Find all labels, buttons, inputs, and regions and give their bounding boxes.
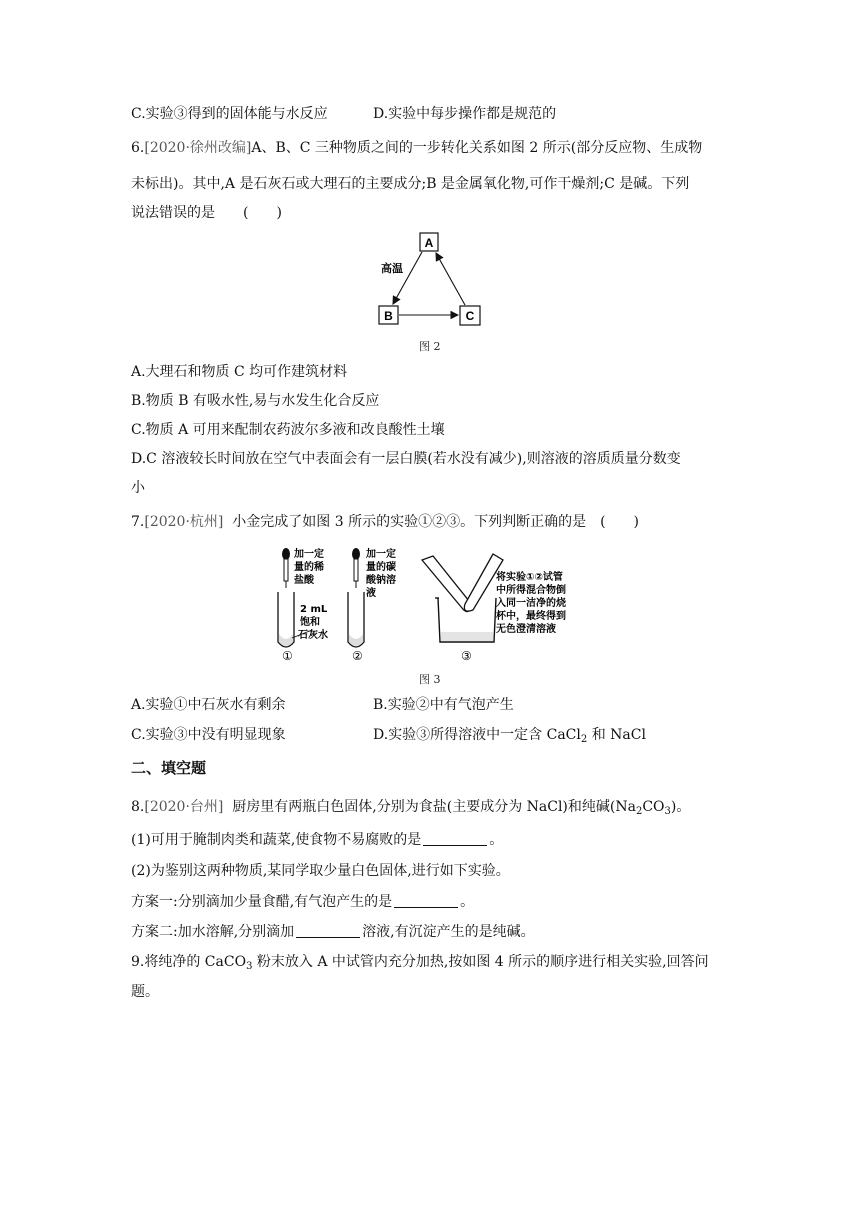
q7-option-b: B.实验②中有气泡产生 bbox=[373, 697, 514, 713]
q6-stem-line-1 bbox=[131, 138, 702, 158]
q5-option-d: D.实验中每步操作都是规范的 bbox=[373, 106, 557, 122]
test-tube-1 bbox=[278, 592, 294, 647]
q7-number: 7. bbox=[131, 514, 145, 530]
q9-stem-line-2: 题。 bbox=[131, 984, 159, 1000]
q6-option-b: B.物质 B 有吸水性,易与水发生化合反应 bbox=[131, 393, 380, 409]
q6-option-c: C.物质 A 可用来配制农药波尔多液和改良酸性土壤 bbox=[131, 422, 445, 438]
answer-blank-3[interactable] bbox=[296, 923, 360, 938]
arrow-a-to-b bbox=[393, 252, 422, 304]
label-n2: ② bbox=[352, 649, 363, 663]
figure-3-diagram bbox=[272, 546, 588, 664]
q6-number: 6. bbox=[131, 140, 145, 156]
q6-option-d-line-1: D.C 溶液较长时间放在空气中表面会有一层白膜(若水没有减少),则溶液的溶质质量分数变 bbox=[131, 451, 681, 467]
node-b-label: B bbox=[384, 309, 393, 323]
label-add-hcl: 加一定量的稀盐酸 bbox=[294, 549, 324, 586]
q5-option-c: C.实验③得到的固体能与水反应 bbox=[131, 106, 328, 122]
test-tube-2 bbox=[348, 592, 364, 647]
high-temp-label: 高温 bbox=[381, 262, 403, 275]
figure-3-caption: 图 3 bbox=[419, 673, 441, 686]
q7-option-d: D.实验③所得溶液中一定含 CaCl$_2$ 和 NaCl bbox=[373, 727, 646, 745]
node-a-label: A bbox=[424, 236, 434, 250]
q7-stem bbox=[131, 512, 639, 532]
label-beaker-note: 将实验①②试管中所得混合物倒入同一洁净的烧杯中，最终得到无色澄清溶液 bbox=[496, 572, 566, 635]
label-limewater: 2 mL 饱和石灰水 bbox=[298, 604, 328, 641]
q7-option-a: A.实验①中石灰水有剩余 bbox=[131, 697, 286, 713]
q8-plan-1: 方案一:分别滴加少量食醋,有气泡产生的是 。 bbox=[131, 894, 475, 910]
dropper-2 bbox=[352, 548, 360, 588]
q9-stem-line-1: 9.将纯净的 CaCO$_3$ 粉末放入 A 中试管内充分加热,按如图 4 所示的顺序进行相关实验,回答问 bbox=[131, 954, 709, 972]
label-n3: ③ bbox=[461, 649, 472, 663]
q6-option-d-line-2: 小 bbox=[131, 480, 145, 496]
dropper-1 bbox=[282, 548, 290, 588]
q8-part-1: (1)可用于腌制肉类和蔬菜,使食物不易腐败的是 。 bbox=[131, 832, 504, 848]
arrow-c-to-a bbox=[436, 253, 465, 305]
q7-source: [2020·杭州] bbox=[144, 514, 224, 530]
q6-stem-line-3: 说法错误的是 ( ) bbox=[131, 205, 282, 221]
q6-option-a: A.大理石和物质 C 均可作建筑材料 bbox=[131, 364, 348, 380]
figure-2-caption: 图 2 bbox=[419, 340, 441, 353]
q8-part-2: (2)为鉴别这两种物质,某同学取少量白色固体,进行如下实验。 bbox=[131, 863, 510, 879]
q7-option-c: C.实验③中没有明显现象 bbox=[131, 727, 286, 743]
section-title-fill-in: 二、填空题 bbox=[131, 759, 207, 777]
figure-2-diagram bbox=[370, 226, 490, 330]
label-n1: ① bbox=[282, 649, 293, 663]
answer-blank-1[interactable] bbox=[423, 831, 487, 846]
node-c-label: C bbox=[465, 309, 475, 323]
q6-source: [2020·徐州改编] bbox=[144, 140, 252, 156]
q7-stem-text: 小金完成了如图 3 所示的实验①②③。下列判断正确的是 ( ) bbox=[232, 514, 640, 530]
q6-stem-line-2: 未标出)。其中,A 是石灰石或大理石的主要成分;B 是金属氧化物,可作干燥剂;C 是碱。下列 bbox=[131, 176, 690, 192]
q8-source: [2020·台州] bbox=[144, 799, 224, 815]
q6-stem-text-1: A、B、C 三种物质之间的一步转化关系如图 2 所示(部分反应物、生成物 bbox=[251, 140, 703, 156]
q8-stem: 8.[2020·台州] 厨房里有两瓶白色固体,分别为食盐(主要成分为 NaCl)和纯碱$(Na_2CO_3)$。 bbox=[131, 799, 691, 817]
label-add-na2co3: 加一定量的碳酸钠溶液 bbox=[366, 549, 396, 599]
answer-blank-2[interactable] bbox=[394, 893, 458, 908]
q8-plan-2: 方案二:加水溶解,分别滴加 溶液,有沉淀产生的是纯碱。 bbox=[131, 924, 535, 940]
